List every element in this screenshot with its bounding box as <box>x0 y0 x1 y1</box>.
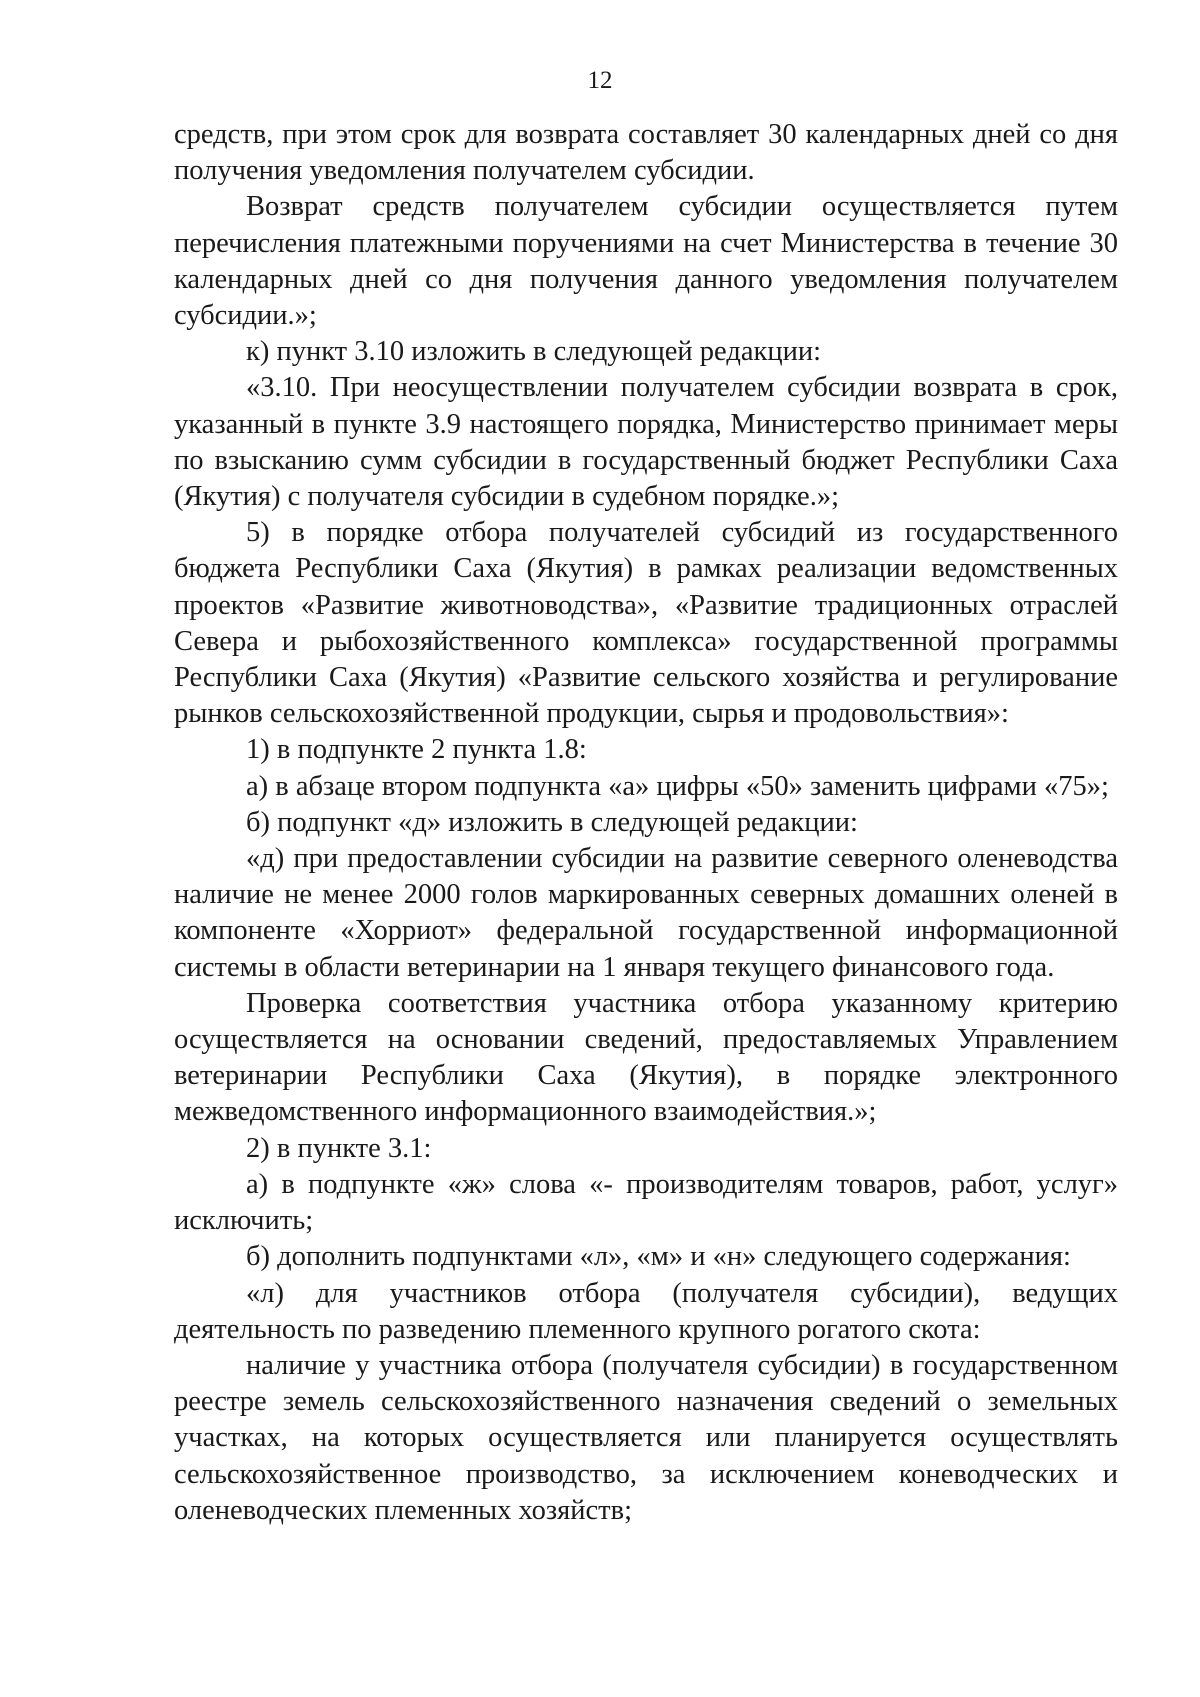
paragraph: «3.10. При неосуществлении получателем субсидии возврата в срок, указанный в пункте 3.9 настоящего порядка, Министерство принимает меры по взысканию сумм субсидии в государственный бюджет Республики Саха (Якутия) с получателя субсидии в судебном порядке.»; <box>174 372 1118 513</box>
paragraph: б) дополнить подпунктами «л», «м» и «н» следующего содержания: <box>246 1241 1071 1273</box>
document-body <box>174 117 1118 1529</box>
paragraph: а) в подпункте «ж» слова «- производителям товаров, работ, услуг» исключить; <box>174 1168 1118 1237</box>
paragraph: «д) при предоставлении субсидии на развитие северного оленеводства наличие не менее 2000 голов маркированных северных домашних оленей в компоненте «Хорриот» федеральной государственной информационной системы в области ветеринарии на 1 января текущего финансового года. <box>174 843 1118 983</box>
paragraph: к) пункт 3.10 изложить в следующей редакции: <box>246 336 821 368</box>
paragraph: 2) в пункте 3.1: <box>246 1132 432 1164</box>
paragraph: наличие у участника отбора (получателя субсидии) в государственном реестре земель сельскохозяйственного назначения сведений о земельных участках, на которых осуществляется или планируется осуществлять сельскохозяйственное производство, за исключением коневодческих и оленеводческих племенных хозяйств; <box>174 1349 1118 1526</box>
paragraph: а) в абзаце втором подпункта «а» цифры «50» заменить цифрами «75»; <box>246 770 1109 802</box>
paragraph: «л) для участников отбора (получателя субсидии), ведущих деятельность по разведению племенного крупного рогатого скота: <box>174 1277 1118 1345</box>
paragraph: 1) в подпункте 2 пункта 1.8: <box>246 734 587 766</box>
paragraph: Возврат средств получателем субсидии осуществляется путем перечисления платежными поручениями на счет Министерства в течение 30 календарных дней со дня получения данного уведомления получателем субсидии.»; <box>174 191 1118 332</box>
paragraph: 5) в порядке отбора получателей субсидий из государственного бюджета Республики Саха (Якутия) в рамках реализации ведомственных проектов «Развитие животноводства», «Развитие традиционных отраслей Севера и рыбохозяйственного комплекса» государственной программы Республики Саха (Якутия) «Развитие сельского хозяйства и регулирование рынков сельскохозяйственной продукции, сырья и продовольствия»: <box>174 517 1118 730</box>
page-number: 12 <box>587 67 613 94</box>
paragraph: б) подпункт «д» изложить в следующей редакции: <box>246 806 858 838</box>
paragraph: средств, при этом срок для возврата составляет 30 календарных дней со дня получения уведомления получателем субсидии. <box>174 119 1118 187</box>
paragraph: Проверка соответствия участника отбора указанному критерию осуществляется на основании сведений, предоставляемых Управлением ветеринарии Республики Саха (Якутия), в порядке электронного межведомственного информационного взаимодействия.»; <box>174 987 1118 1128</box>
